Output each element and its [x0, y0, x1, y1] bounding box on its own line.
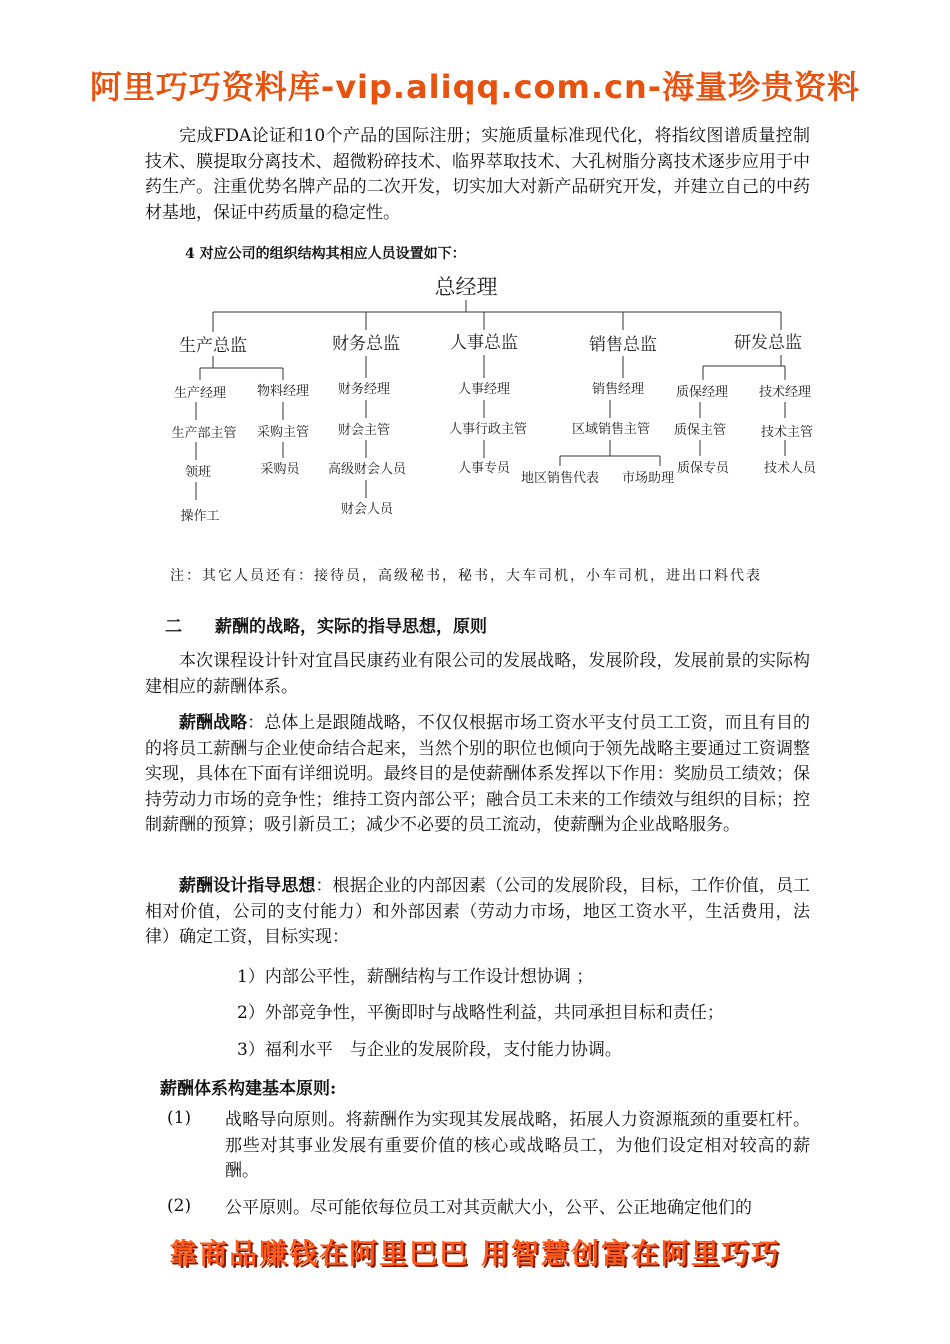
org-node: 人事专员	[457, 461, 511, 476]
org-node-rd-head: 研发总监	[734, 333, 802, 353]
org-node: 技术人员	[763, 461, 817, 476]
principle-text: 公平原则。尽可能依每位员工对其贡献大小，公平、公正地确定他们的	[225, 1198, 752, 1218]
principle-number: (1)	[167, 1108, 192, 1128]
principle-text: 战略导向原则。将薪酬作为实现其发展战略，拓展人力资源瓶颈的重要杠杆。那些对其事业发展有重要价值的核心或战略员工，为他们设定相对较高的薪酬。	[225, 1110, 810, 1181]
org-node-finance-head: 财务总监	[332, 334, 400, 354]
org-node: 人事经理	[457, 382, 511, 397]
org-node: 人事行政主管	[448, 422, 528, 437]
org-node: 区域销售主管	[571, 422, 651, 437]
org-node: 领班	[184, 465, 212, 480]
principle-number: (2)	[167, 1196, 192, 1216]
org-node: 高级财会人员	[327, 462, 407, 477]
org-chart	[0, 0, 950, 560]
strategy-text: ：总体上是跟随战略，不仅仅根据市场工资水平支付员工工资，而且有目的的将员工薪酬与企业使命结合起来，当然个别的职位也倾向于领先战略主要通过工资调整实现，具体在下面有详细说明。最终目的是使薪酬体系发挥以下作用：奖励员工绩效；保持劳动力市场的竞争性；维持工资内部公平；融合员工未来的工作绩效与组织的目标；控制薪酬的预算；吸引新员工；减少不必要的员工流动，使薪酬为企业战略服务。	[145, 713, 811, 835]
course-paragraph: 本次课程设计针对宜昌民康药业有限公司的发展战略，发展阶段，发展前景的实际构建相应的薪酬体系。	[145, 651, 810, 697]
strategy-paragraph	[145, 711, 810, 839]
section-title: 薪酬的战略，实际的指导思想，原则	[215, 617, 487, 637]
intro-paragraph: 完成FDA论证和10个产品的国际注册；实施质量标准现代化，将指纹图谱质量控制技术、膜提取分离技术、超微粉碎技术、临界萃取技术、大孔树脂分离技术逐步应用于中药生产。注重优势名牌产品的二次开发，切实加大对新产品研究开发，并建立自己的中药材基地，保证中药质量的稳定性。	[145, 126, 810, 223]
goal-item: 3）福利水平 与企业的发展阶段，支付能力协调。	[237, 1040, 622, 1060]
section-2-heading	[165, 612, 487, 637]
org-node: 操作工	[180, 509, 220, 524]
org-node: 质保专员	[676, 461, 730, 476]
org-node: 质保主管	[673, 423, 727, 438]
principles-title: 薪酬体系构建基本原则:	[160, 1079, 337, 1099]
banner-bottom: 靠商品赚钱在阿里巴巴 用智慧创富在阿里巧巧	[169, 1237, 781, 1270]
org-node: 地区销售代表	[520, 471, 600, 486]
org-node-top: 总经理	[434, 275, 498, 299]
org-node: 采购员	[260, 462, 300, 477]
org-node: 财会人员	[340, 502, 394, 517]
org-node: 物料经理	[256, 384, 310, 399]
strategy-label: 薪酬战略	[179, 713, 248, 733]
org-node: 市场助理	[621, 471, 675, 486]
section-number: 二	[165, 617, 182, 637]
guide-paragraph	[145, 874, 810, 951]
org-node: 质保经理	[675, 385, 729, 400]
org-heading: 4 对应公司的组织结构其相应人员设置如下：	[185, 246, 466, 262]
org-node: 销售经理	[591, 382, 645, 397]
guide-text: ：根据企业的内部因素（公司的发展阶段，目标，工作价值，员工相对价值，公司的支付能力）和外部因素（劳动力市场，地区工资水平，生活费用，法律）确定工资，目标实现：	[145, 876, 811, 947]
org-node: 生产经理	[173, 386, 227, 401]
org-node-sales-head: 销售总监	[589, 335, 657, 355]
goal-item: 2）外部竞争性，平衡即时与战略性利益，共同承担目标和责任；	[237, 1003, 724, 1023]
org-node: 采购主管	[256, 425, 310, 440]
org-node-production-head: 生产总监	[179, 336, 247, 356]
org-node: 财务经理	[337, 382, 391, 397]
goal-item: 1）内部公平性，薪酬结构与工作设计想协调 ；	[237, 967, 594, 987]
other-staff-note: 注：其它人员还有：接待员，高级秘书，秘书，大车司机，小车司机，进出口料代表	[170, 568, 762, 584]
org-node-hr-head: 人事总监	[450, 333, 518, 353]
guide-label: 薪酬设计指导思想	[179, 876, 316, 896]
org-node: 技术经理	[758, 385, 812, 400]
org-node: 生产部主管	[171, 426, 237, 441]
org-node: 技术主管	[760, 425, 814, 440]
banner-top: 阿里巧巧资料库-vip.aliqq.com.cn-海量珍贵资料	[89, 68, 861, 106]
org-node: 财会主管	[337, 423, 391, 438]
